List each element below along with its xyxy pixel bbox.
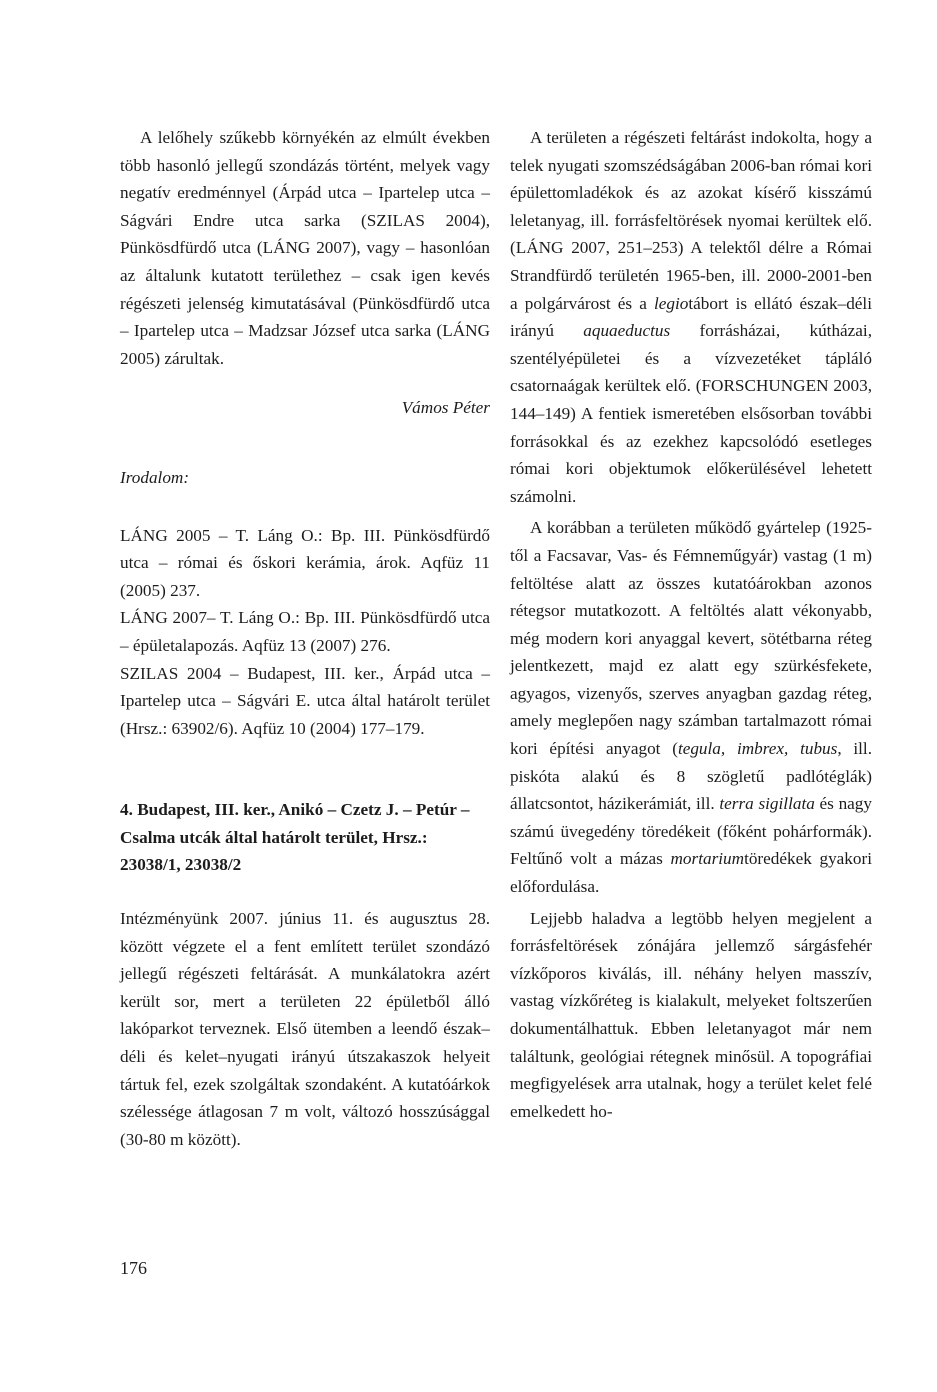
reference-item: LÁNG 2007– T. Láng O.: Bp. III. Pünkösdfürdő utca – épületalapozás. Aqfüz 13 (2007) 276. xyxy=(120,608,490,655)
literature-heading: Irodalom: xyxy=(120,467,190,487)
right-column xyxy=(510,124,872,1125)
reference-item: LÁNG 2005 – T. Láng O.: Bp. III. Pünkösdfürdő utca – római és őskori kerámia, árok. Aqfüz 11 (2005) 237. xyxy=(120,525,490,600)
text-run: A korábban a területen működő gyártelep (1925-től a Facsavar, Vas- és Fémneműgyár) vastag (1 m) feltöltése alatt az összes kutatóárokban azonos rétegsor mutatkozott. A feltöltés alatt vékonyabb, még modern kori anyaggal kevert, sötétbarna réteg jelentkezett, majd ez alatt egy szürkésfekete, agyagos, vizenyős, szerves anyagban gazdag réteg, amely meglepően nagy számban tartalmazott római kori építési anyagot ( xyxy=(510,518,872,759)
reference-list xyxy=(120,522,490,743)
italic-term: mortarium xyxy=(670,849,745,869)
body-paragraph-3: Lejjebb haladva a legtöbb helyen megjelent a forrásfeltörések zónájára jellemző sárgásfehér vízkőporos kiválás, ill. néhány helyen masszív, vastag vízkőréteg is kialakult, melyeket foltszerűen dokumentálhattuk. Ebben leletanyagot már nem találtunk, geológiai rétegnek minősül. A topográfiai megfigyelések arra utalnak, hogy a terület kelet felé emelkedett ho- xyxy=(510,908,872,1121)
left-column xyxy=(120,124,490,1153)
text-run: , ill. piskóta alakú és 8 szögletű padlótéglák) állatcsontot, házikerámiát, ill. xyxy=(510,739,872,814)
text-run: és nagy számú üvegedény töredékeit (főként pohárformák). Feltűnő volt a mázas xyxy=(510,794,872,869)
text-run: forrásházai, kútházai, szentélyépületei és a vízvezetéket tápláló csatornaágak kerültek elő. (FORSCHUNGEN 2003, 144–149) A fentiek ismeretében elsősorban további forrásokkal és az ezekhez kapcsolódó esetleges római kori objektumok előkerülésével lehetett számolni. xyxy=(510,321,872,506)
text-run: A területen a régészeti feltárást indokolta, hogy a telek nyugati szomszédságában 2006-ban római kori épülettomladékok és az azokat kísérő kisszámú leletanyag, ill. forrásfeltörések nyomai kerültek elő. (LÁNG 2007, 251–253) A telektől délre a Római Strandfürdő területén 1965-ben, ill. 2000-2001-ben a polgárvárost és a xyxy=(510,128,872,313)
text-run: tábort is ellátó észak–déli irányú xyxy=(510,293,872,341)
page-number: 176 xyxy=(120,1258,147,1278)
italic-term: legio xyxy=(653,293,689,313)
body-paragraph-1 xyxy=(510,124,872,510)
section-heading: 4. Budapest, III. ker., Anikó – Czetz J. – Petúr – Csalma utcák által határolt terület, Hrsz.: 23038/1, 23038/2 xyxy=(120,800,470,875)
reference-item: SZILAS 2004 – Budapest, III. ker., Árpád utca – Ipartelep utca – Ságvári E. utca által határolt terület (Hrsz.: 63902/6). Aqfüz 10 (2004) 177–179. xyxy=(120,663,490,738)
italic-term: terra sigillata xyxy=(719,794,815,814)
section-body-paragraph: Intézményünk 2007. június 11. és augusztus 28. között végzete el a fent említett terület szondázó jellegű régészeti feltárását. A munkálatokra azért került sor, mert a területen 22 épületből álló lakóparkot terveznek. Első ütemben a leendő észak–déli és kelet–nyugati irányú útszakaszok helyeit tártuk fel, ezek szolgáltak szondaként. A kutatóárkok szélessége átlagosan 7 m volt, változó hosszúsággal (30-80 m között). xyxy=(120,909,490,1149)
intro-paragraph: A lelőhely szűkebb környékén az elmúlt években több hasonló jellegű szondázás történt, melyek vagy negatív eredménnyel (Árpád utca – Ipartelep utca – Ságvári Endre utca sarka (SZILAS 2004), Pünkösdfürdő utca (LÁNG 2007), vagy – hasonlóan az általunk kutatott területhez – csak igen kevés régészeti jelenség kimutatásával (Pünkösdfürdő utca – Ipartelep utca – Madzsar József utca sarka (LÁNG 2005) zárultak. xyxy=(120,128,490,368)
text-run: töredékek gyakori előfordulása. xyxy=(510,849,872,897)
italic-term: tegula, imbrex, tubus xyxy=(677,739,838,759)
author-signature: Vámos Péter xyxy=(401,398,490,418)
body-paragraph-2 xyxy=(510,514,872,900)
italic-term: aquaeductus xyxy=(583,321,671,341)
